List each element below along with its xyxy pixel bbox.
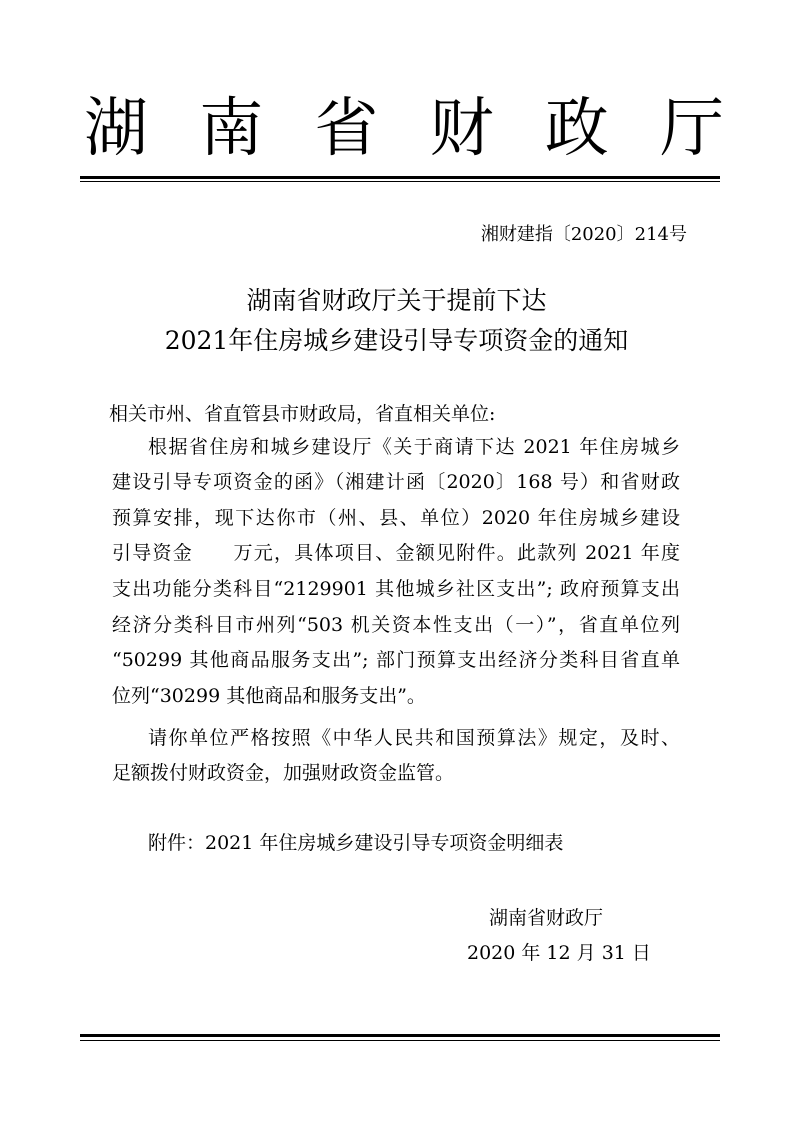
masthead-char: 政 [544,92,609,166]
document-number: 湘财建指〔2020〕214号 [480,224,687,245]
issuer-name: 湖南省财政厅 [489,907,604,929]
masthead-rule-thick [80,176,720,179]
paragraph-line: 经济分类科目市州列“503 机关资本性支出（一）”，省直单位列 [112,614,680,636]
masthead-char: 厅 [659,92,724,166]
masthead-char: 湖 [84,92,148,166]
masthead-rule-thin [80,181,720,182]
notice-title-line-1: 湖南省财政厅关于提前下达 [246,286,547,315]
footer-rule-thin [80,1040,720,1041]
paragraph-line: 预算安排，现下达你市（州、县、单位）2020 年住房城乡建设 [112,507,680,529]
paragraph-line: 根据省住房和城乡建设厅《关于商请下达 2021 年住房城乡 [148,436,680,458]
paragraph-line: “50299 其他商品服务支出”; 部门预算支出经济分类科目省直单 [112,649,680,671]
paragraph-line: 位列“30299 其他商品和服务支出”。 [112,685,426,707]
notice-title-line-2: 2021年住房城乡建设引导专项资金的通知 [164,326,629,355]
masthead-char: 财 [429,92,494,166]
paragraph-line: 支出功能分类科目“2129901 其他城乡社区支出”; 政府预算支出 [112,578,680,600]
attachment-note: 附件：2021 年住房城乡建设引导专项资金明细表 [148,832,564,854]
footer-rule-thick [80,1034,720,1037]
paragraph-line: 建设引导专项资金的函》（湘建计函〔2020〕168 号）和省财政 [112,471,680,493]
paragraph-line: 引导资金 万元，具体项目、金额见附件。此款列 2021 年度 [112,542,680,564]
masthead-char: 省 [314,92,379,166]
masthead-char: 南 [199,92,264,166]
paragraph-line: 请你单位严格按照《中华人民共和国预算法》规定，及时、 [148,727,680,749]
masthead-title [84,88,724,170]
paragraph-line: 足额拨付财政资金，加强财政资金监管。 [112,762,455,784]
salutation: 相关市州、省直管县市财政局，省直相关单位: [109,403,496,425]
issue-date: 2020 年 12 月 31 日 [467,942,651,964]
